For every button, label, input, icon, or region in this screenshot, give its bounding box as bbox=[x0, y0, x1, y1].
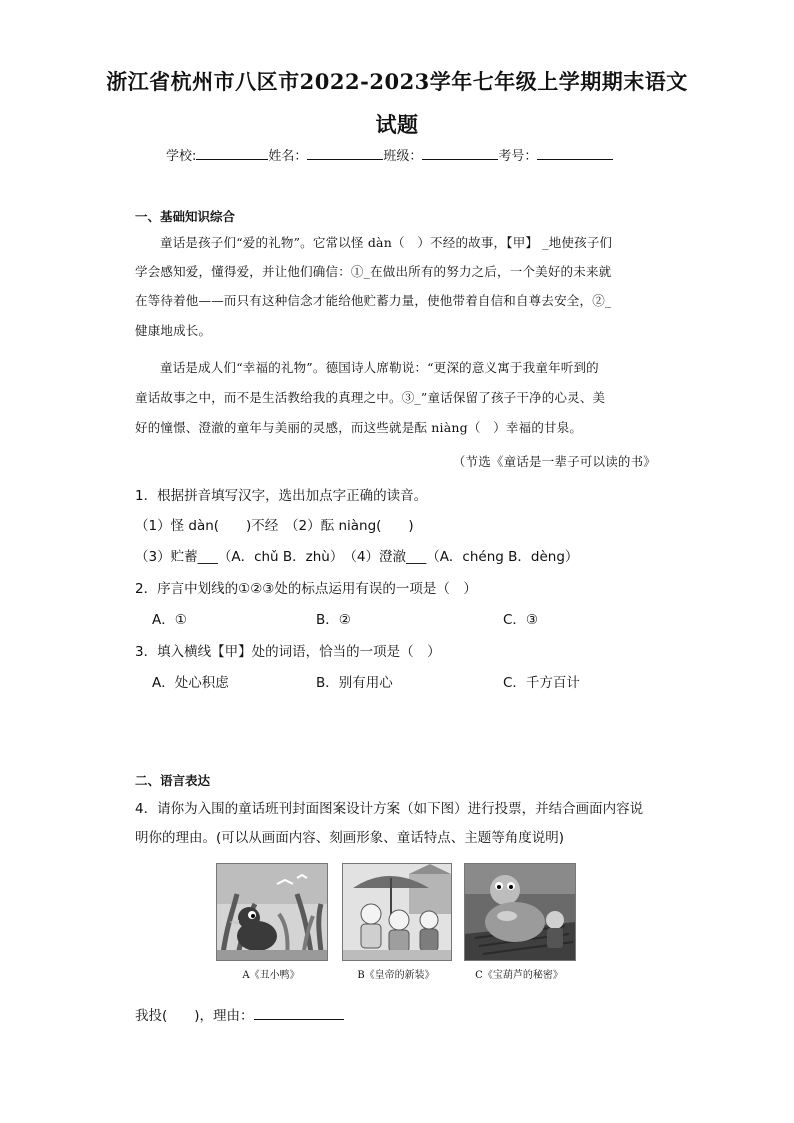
question-4-answer-row bbox=[135, 1004, 344, 1024]
passage-line: 童话是成人们“幸福的礼物”。德国诗人席勒说：“更深的意义寓于我童年听到的 bbox=[160, 360, 599, 375]
passage-line: 好的憧憬、澄澈的童年与美丽的灵感，而这些就是酝 niàng（ ）幸福的甘泉。 bbox=[135, 420, 583, 435]
student-info-row bbox=[166, 145, 613, 164]
ugly-duckling-illustration bbox=[217, 864, 327, 960]
question-4-line2: 明你的理由。(可以从画面内容、刻画形象、童话特点、主题等角度说明) bbox=[135, 830, 565, 846]
exam-no-blank[interactable] bbox=[537, 159, 613, 160]
caption-a: A《丑小鸭》 bbox=[242, 970, 300, 981]
question-1-stem: 1．根据拼音填写汉字，选出加点字正确的读音。 bbox=[135, 488, 428, 504]
question-4-line1: 4．请你为入围的童话班刊封面图案设计方案（如下图）进行投票，并结合画面内容说 bbox=[135, 801, 644, 817]
question-3-stem: 3．填入横线【甲】处的词语，恰当的一项是（ ） bbox=[135, 644, 441, 660]
exam-no-label: 考号： bbox=[498, 149, 538, 164]
magic-gourd-illustration bbox=[465, 864, 575, 960]
class-blank[interactable] bbox=[422, 159, 498, 160]
class-label: 班级： bbox=[383, 149, 423, 164]
cover-image-a bbox=[216, 863, 328, 961]
question-3-option-b[interactable]: B．别有用心 bbox=[316, 675, 393, 691]
passage-line: 学会感知爱，懂得爱，并让他们确信：①_在做出所有的努力之后，一个美好的未来就 bbox=[135, 264, 612, 279]
cover-image-c bbox=[464, 863, 576, 961]
question-1-row2: （3）贮蓄___（A．chǔ B．zhù） （4）澄澈___（A．chéng B．dèng） bbox=[135, 549, 579, 565]
reason-blank[interactable] bbox=[254, 1019, 344, 1020]
question-2-option-a[interactable]: A．① bbox=[152, 612, 187, 628]
question-2-option-b[interactable]: B．② bbox=[316, 612, 351, 628]
name-label: 姓名： bbox=[268, 149, 308, 164]
question-2-stem: 2．序言中划线的①②③处的标点运用有误的一项是（ ） bbox=[135, 581, 477, 597]
question-1-row1: （1）怪 dàn( )不经 （2）酝 niàng( ) bbox=[135, 518, 414, 534]
section2-heading: 二、语言表达 bbox=[135, 773, 211, 788]
passage-line: 童话故事之中，而不是生活教给我的真理之中。③_”童话保留了孩子干净的心灵、美 bbox=[135, 390, 606, 405]
passage-line: 健康地成长。 bbox=[135, 323, 212, 338]
name-blank[interactable] bbox=[307, 159, 383, 160]
caption-b: B《皇帝的新装》 bbox=[357, 970, 435, 981]
question-4-answer-label: 我投( )，理由： bbox=[135, 1008, 254, 1024]
page-title-line1: 浙江省杭州市八区市2022-2023学年七年级上学期期末语文 bbox=[106, 69, 688, 94]
passage-source: （节选《童话是一辈子可以读的书》 bbox=[452, 454, 656, 469]
section1-heading: 一、基础知识综合 bbox=[135, 209, 236, 224]
question-3-option-c[interactable]: C．千方百计 bbox=[503, 675, 580, 691]
question-3-option-a[interactable]: A．处心积虑 bbox=[152, 675, 229, 691]
passage-line: 在等待着他——而只有这种信念才能给他贮蓄力量，使他带着自信和自尊去安全，②_ bbox=[135, 293, 612, 308]
school-label: 学校: bbox=[166, 149, 197, 164]
page-title-line2: 试题 bbox=[375, 112, 419, 137]
school-blank[interactable] bbox=[196, 159, 268, 160]
caption-c: C《宝葫芦的秘密》 bbox=[475, 970, 563, 981]
passage-line: 童话是孩子们“爱的礼物”。它常以怪 dàn（ ）不经的故事，【甲】 _地使孩子们 bbox=[160, 235, 613, 250]
cover-image-b bbox=[342, 863, 452, 961]
emperor-new-clothes-illustration bbox=[343, 864, 451, 960]
question-2-option-c[interactable]: C．③ bbox=[503, 612, 539, 628]
